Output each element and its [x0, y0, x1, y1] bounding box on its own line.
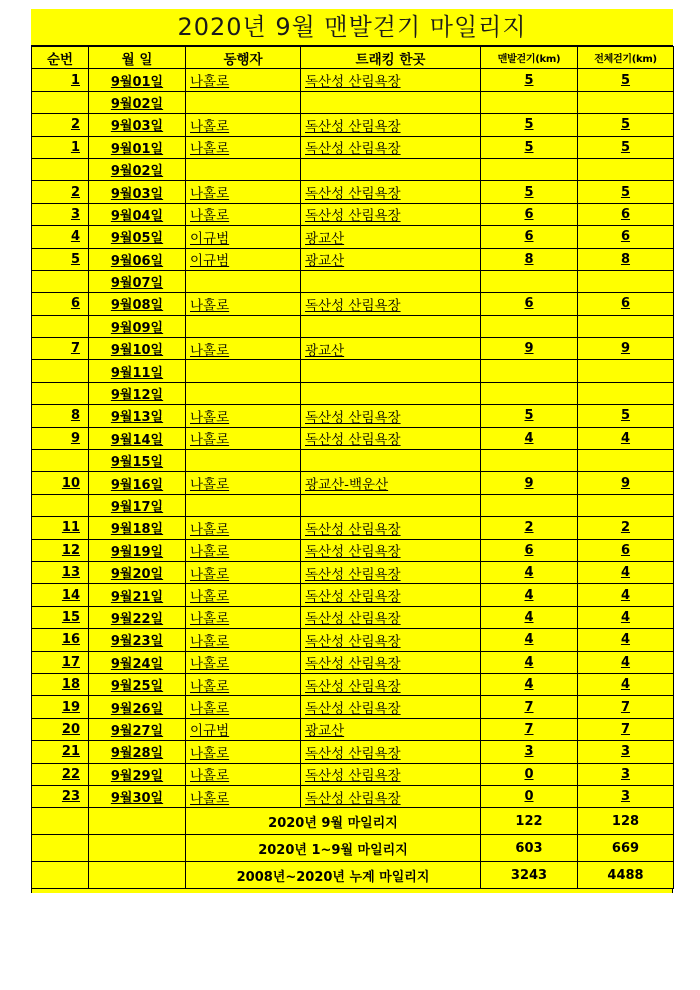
table-row	[32, 606, 674, 628]
cell-total: 4	[578, 561, 674, 583]
cell-date: 9월17일	[89, 494, 186, 516]
summary-barefoot: 3243	[481, 862, 578, 889]
cell-no	[32, 450, 89, 472]
cell-companion: 나홀로	[186, 629, 301, 651]
cell-barefoot: 8	[481, 248, 578, 270]
table-row	[32, 338, 674, 360]
cell-no: 1	[32, 136, 89, 158]
cell-date: 9월21일	[89, 584, 186, 606]
summary-row	[32, 808, 674, 835]
cell-barefoot: 4	[481, 629, 578, 651]
cell-place	[301, 360, 481, 382]
cell-place: 독산성 산림욕장	[301, 584, 481, 606]
cell-companion	[186, 382, 301, 404]
cell-companion: 나홀로	[186, 181, 301, 203]
sheet-title: 2020년 9월 맨발걷기 마일리지	[31, 9, 673, 46]
cell-barefoot: 4	[481, 584, 578, 606]
table-row	[32, 718, 674, 740]
table-row	[32, 673, 674, 695]
table-row	[32, 472, 674, 494]
cell-barefoot	[481, 494, 578, 516]
cell-date: 9월18일	[89, 517, 186, 539]
cell-no	[32, 494, 89, 516]
cell-date: 9월23일	[89, 629, 186, 651]
table-row	[32, 270, 674, 292]
cell-place: 독산성 산림욕장	[301, 606, 481, 628]
cell-date: 9월15일	[89, 450, 186, 472]
cell-total: 5	[578, 114, 674, 136]
cell-place: 독산성 산림욕장	[301, 673, 481, 695]
cell-companion: 나홀로	[186, 673, 301, 695]
cell-place	[301, 450, 481, 472]
cell-date: 9월02일	[89, 91, 186, 113]
cell-companion: 나홀로	[186, 69, 301, 91]
cell-barefoot: 0	[481, 785, 578, 807]
cell-place: 독산성 산림욕장	[301, 136, 481, 158]
cell-total: 4	[578, 629, 674, 651]
cell-no	[32, 315, 89, 337]
cell-companion: 나홀로	[186, 539, 301, 561]
table-row	[32, 382, 674, 404]
summary-label: 2020년 1~9월 마일리지	[186, 835, 481, 862]
cell-no: 9	[32, 427, 89, 449]
cell-date: 9월25일	[89, 673, 186, 695]
table-row	[32, 315, 674, 337]
cell-companion	[186, 91, 301, 113]
cell-date: 9월26일	[89, 696, 186, 718]
table-row	[32, 136, 674, 158]
cell-total: 3	[578, 741, 674, 763]
cell-place: 광교산-백운산	[301, 472, 481, 494]
summary-blank-no	[32, 835, 89, 862]
cell-total: 5	[578, 69, 674, 91]
sheet-tail	[31, 889, 673, 893]
cell-date: 9월30일	[89, 785, 186, 807]
cell-barefoot: 6	[481, 293, 578, 315]
table-row	[32, 114, 674, 136]
cell-barefoot: 4	[481, 673, 578, 695]
summary-blank-date	[89, 862, 186, 889]
cell-place: 독산성 산림욕장	[301, 763, 481, 785]
cell-place	[301, 382, 481, 404]
cell-place: 광교산	[301, 248, 481, 270]
summary-blank-date	[89, 808, 186, 835]
cell-barefoot	[481, 382, 578, 404]
summary-blank-date	[89, 835, 186, 862]
cell-companion: 나홀로	[186, 136, 301, 158]
table-row	[32, 539, 674, 561]
cell-date: 9월03일	[89, 181, 186, 203]
table-row	[32, 696, 674, 718]
mileage-table	[31, 46, 674, 889]
cell-companion: 이규범	[186, 226, 301, 248]
cell-date: 9월07일	[89, 270, 186, 292]
cell-no	[32, 360, 89, 382]
cell-date: 9월22일	[89, 606, 186, 628]
cell-no: 18	[32, 673, 89, 695]
cell-companion	[186, 360, 301, 382]
cell-place: 독산성 산림욕장	[301, 69, 481, 91]
cell-place: 독산성 산림욕장	[301, 427, 481, 449]
cell-place: 독산성 산림욕장	[301, 785, 481, 807]
summary-barefoot: 603	[481, 835, 578, 862]
cell-place	[301, 270, 481, 292]
cell-total: 6	[578, 539, 674, 561]
cell-date: 9월28일	[89, 741, 186, 763]
cell-barefoot: 6	[481, 539, 578, 561]
cell-total: 3	[578, 763, 674, 785]
cell-place: 광교산	[301, 338, 481, 360]
cell-total: 9	[578, 472, 674, 494]
cell-no: 11	[32, 517, 89, 539]
cell-place	[301, 494, 481, 516]
cell-no: 3	[32, 203, 89, 225]
cell-barefoot	[481, 360, 578, 382]
cell-date: 9월02일	[89, 158, 186, 180]
cell-companion: 나홀로	[186, 584, 301, 606]
cell-companion: 나홀로	[186, 517, 301, 539]
cell-no: 7	[32, 338, 89, 360]
cell-no: 6	[32, 293, 89, 315]
cell-date: 9월10일	[89, 338, 186, 360]
header-companion: 동행자	[186, 47, 301, 69]
cell-place: 독산성 산림욕장	[301, 517, 481, 539]
cell-barefoot: 4	[481, 606, 578, 628]
cell-barefoot	[481, 315, 578, 337]
cell-date: 9월09일	[89, 315, 186, 337]
cell-total: 6	[578, 293, 674, 315]
table-row	[32, 785, 674, 807]
cell-date: 9월24일	[89, 651, 186, 673]
header-total: 전체걷기(km)	[578, 47, 674, 69]
cell-date: 9월11일	[89, 360, 186, 382]
cell-barefoot: 9	[481, 472, 578, 494]
cell-place	[301, 91, 481, 113]
cell-no: 15	[32, 606, 89, 628]
cell-companion: 나홀로	[186, 606, 301, 628]
cell-date: 9월04일	[89, 203, 186, 225]
cell-companion: 이규범	[186, 248, 301, 270]
cell-companion: 나홀로	[186, 472, 301, 494]
cell-total: 6	[578, 226, 674, 248]
mileage-sheet	[31, 9, 673, 893]
table-row	[32, 360, 674, 382]
cell-barefoot: 5	[481, 69, 578, 91]
cell-barefoot	[481, 450, 578, 472]
cell-place: 독산성 산림욕장	[301, 629, 481, 651]
cell-barefoot: 4	[481, 561, 578, 583]
cell-date: 9월01일	[89, 69, 186, 91]
cell-no: 1	[32, 69, 89, 91]
cell-no: 21	[32, 741, 89, 763]
cell-barefoot: 6	[481, 226, 578, 248]
cell-date: 9월12일	[89, 382, 186, 404]
cell-date: 9월16일	[89, 472, 186, 494]
cell-barefoot: 5	[481, 181, 578, 203]
cell-companion: 나홀로	[186, 405, 301, 427]
cell-companion: 나홀로	[186, 561, 301, 583]
cell-place: 독산성 산림욕장	[301, 651, 481, 673]
cell-total: 4	[578, 673, 674, 695]
cell-barefoot: 4	[481, 427, 578, 449]
cell-companion	[186, 315, 301, 337]
table-row	[32, 450, 674, 472]
cell-no: 23	[32, 785, 89, 807]
cell-no: 5	[32, 248, 89, 270]
cell-date: 9월05일	[89, 226, 186, 248]
table-row	[32, 181, 674, 203]
cell-barefoot: 5	[481, 114, 578, 136]
cell-barefoot: 5	[481, 136, 578, 158]
cell-place	[301, 315, 481, 337]
cell-no: 10	[32, 472, 89, 494]
cell-no	[32, 382, 89, 404]
cell-barefoot: 4	[481, 651, 578, 673]
summary-blank-no	[32, 862, 89, 889]
table-row	[32, 494, 674, 516]
table-row	[32, 91, 674, 113]
cell-barefoot	[481, 158, 578, 180]
cell-barefoot	[481, 91, 578, 113]
cell-total: 4	[578, 584, 674, 606]
cell-companion: 나홀로	[186, 203, 301, 225]
table-row	[32, 158, 674, 180]
cell-date: 9월29일	[89, 763, 186, 785]
table-row	[32, 763, 674, 785]
header-barefoot: 맨발걷기(km)	[481, 47, 578, 69]
cell-total: 6	[578, 203, 674, 225]
cell-date: 9월13일	[89, 405, 186, 427]
cell-total	[578, 158, 674, 180]
table-row	[32, 651, 674, 673]
cell-total	[578, 270, 674, 292]
cell-no: 8	[32, 405, 89, 427]
cell-date: 9월08일	[89, 293, 186, 315]
cell-total: 5	[578, 405, 674, 427]
table-row	[32, 226, 674, 248]
cell-no: 14	[32, 584, 89, 606]
cell-companion: 나홀로	[186, 741, 301, 763]
cell-total: 4	[578, 651, 674, 673]
cell-no	[32, 91, 89, 113]
cell-companion: 나홀로	[186, 763, 301, 785]
header-place: 트래킹 한곳	[301, 47, 481, 69]
table-row	[32, 561, 674, 583]
header-no: 순번	[32, 47, 89, 69]
cell-place: 독산성 산림욕장	[301, 181, 481, 203]
table-body	[32, 69, 674, 808]
summary-label: 2020년 9월 마일리지	[186, 808, 481, 835]
cell-total	[578, 494, 674, 516]
cell-no: 4	[32, 226, 89, 248]
cell-date: 9월20일	[89, 561, 186, 583]
cell-date: 9월19일	[89, 539, 186, 561]
cell-barefoot	[481, 270, 578, 292]
cell-total: 4	[578, 606, 674, 628]
cell-no: 19	[32, 696, 89, 718]
cell-companion	[186, 270, 301, 292]
cell-no: 2	[32, 181, 89, 203]
cell-place: 독산성 산림욕장	[301, 405, 481, 427]
cell-companion	[186, 158, 301, 180]
table-row	[32, 741, 674, 763]
summary-total: 128	[578, 808, 674, 835]
cell-date: 9월03일	[89, 114, 186, 136]
cell-total	[578, 450, 674, 472]
table-row	[32, 248, 674, 270]
cell-companion: 나홀로	[186, 293, 301, 315]
cell-total	[578, 315, 674, 337]
cell-total: 7	[578, 718, 674, 740]
cell-no: 20	[32, 718, 89, 740]
summary-label: 2008년~2020년 누계 마일리지	[186, 862, 481, 889]
cell-total: 8	[578, 248, 674, 270]
cell-place: 독산성 산림욕장	[301, 114, 481, 136]
cell-date: 9월27일	[89, 718, 186, 740]
summary-blank-no	[32, 808, 89, 835]
cell-place: 독산성 산림욕장	[301, 741, 481, 763]
cell-total: 5	[578, 181, 674, 203]
table-row	[32, 203, 674, 225]
cell-place: 광교산	[301, 226, 481, 248]
table-row	[32, 427, 674, 449]
cell-barefoot: 3	[481, 741, 578, 763]
cell-companion: 나홀로	[186, 338, 301, 360]
cell-barefoot: 7	[481, 696, 578, 718]
cell-barefoot: 7	[481, 718, 578, 740]
table-row	[32, 517, 674, 539]
cell-place: 독산성 산림욕장	[301, 561, 481, 583]
cell-companion	[186, 450, 301, 472]
cell-companion: 나홀로	[186, 427, 301, 449]
cell-no	[32, 270, 89, 292]
cell-total	[578, 91, 674, 113]
cell-date: 9월06일	[89, 248, 186, 270]
summary-barefoot: 122	[481, 808, 578, 835]
summary-body	[32, 808, 674, 889]
cell-companion	[186, 494, 301, 516]
cell-total	[578, 360, 674, 382]
cell-no: 22	[32, 763, 89, 785]
cell-total: 7	[578, 696, 674, 718]
summary-total: 669	[578, 835, 674, 862]
cell-companion: 나홀로	[186, 696, 301, 718]
header-date: 월 일	[89, 47, 186, 69]
cell-companion: 이규범	[186, 718, 301, 740]
cell-total: 9	[578, 338, 674, 360]
cell-date: 9월14일	[89, 427, 186, 449]
summary-total: 4488	[578, 862, 674, 889]
cell-companion: 나홀로	[186, 785, 301, 807]
table-row	[32, 584, 674, 606]
summary-row	[32, 862, 674, 889]
table-row	[32, 69, 674, 91]
cell-no: 2	[32, 114, 89, 136]
cell-place: 독산성 산림욕장	[301, 203, 481, 225]
cell-total: 2	[578, 517, 674, 539]
cell-place: 광교산	[301, 718, 481, 740]
table-row	[32, 629, 674, 651]
summary-row	[32, 835, 674, 862]
cell-no: 16	[32, 629, 89, 651]
cell-barefoot: 2	[481, 517, 578, 539]
header-row	[32, 47, 674, 69]
cell-place: 독산성 산림욕장	[301, 293, 481, 315]
cell-companion: 나홀로	[186, 651, 301, 673]
cell-no: 17	[32, 651, 89, 673]
cell-total: 3	[578, 785, 674, 807]
cell-total	[578, 382, 674, 404]
cell-total: 5	[578, 136, 674, 158]
cell-no: 12	[32, 539, 89, 561]
cell-date: 9월01일	[89, 136, 186, 158]
table-row	[32, 405, 674, 427]
table-row	[32, 293, 674, 315]
cell-place	[301, 158, 481, 180]
cell-companion: 나홀로	[186, 114, 301, 136]
cell-barefoot: 0	[481, 763, 578, 785]
cell-barefoot: 9	[481, 338, 578, 360]
cell-place: 독산성 산림욕장	[301, 539, 481, 561]
cell-no	[32, 158, 89, 180]
cell-no: 13	[32, 561, 89, 583]
cell-total: 4	[578, 427, 674, 449]
cell-barefoot: 6	[481, 203, 578, 225]
cell-place: 독산성 산림욕장	[301, 696, 481, 718]
cell-barefoot: 5	[481, 405, 578, 427]
